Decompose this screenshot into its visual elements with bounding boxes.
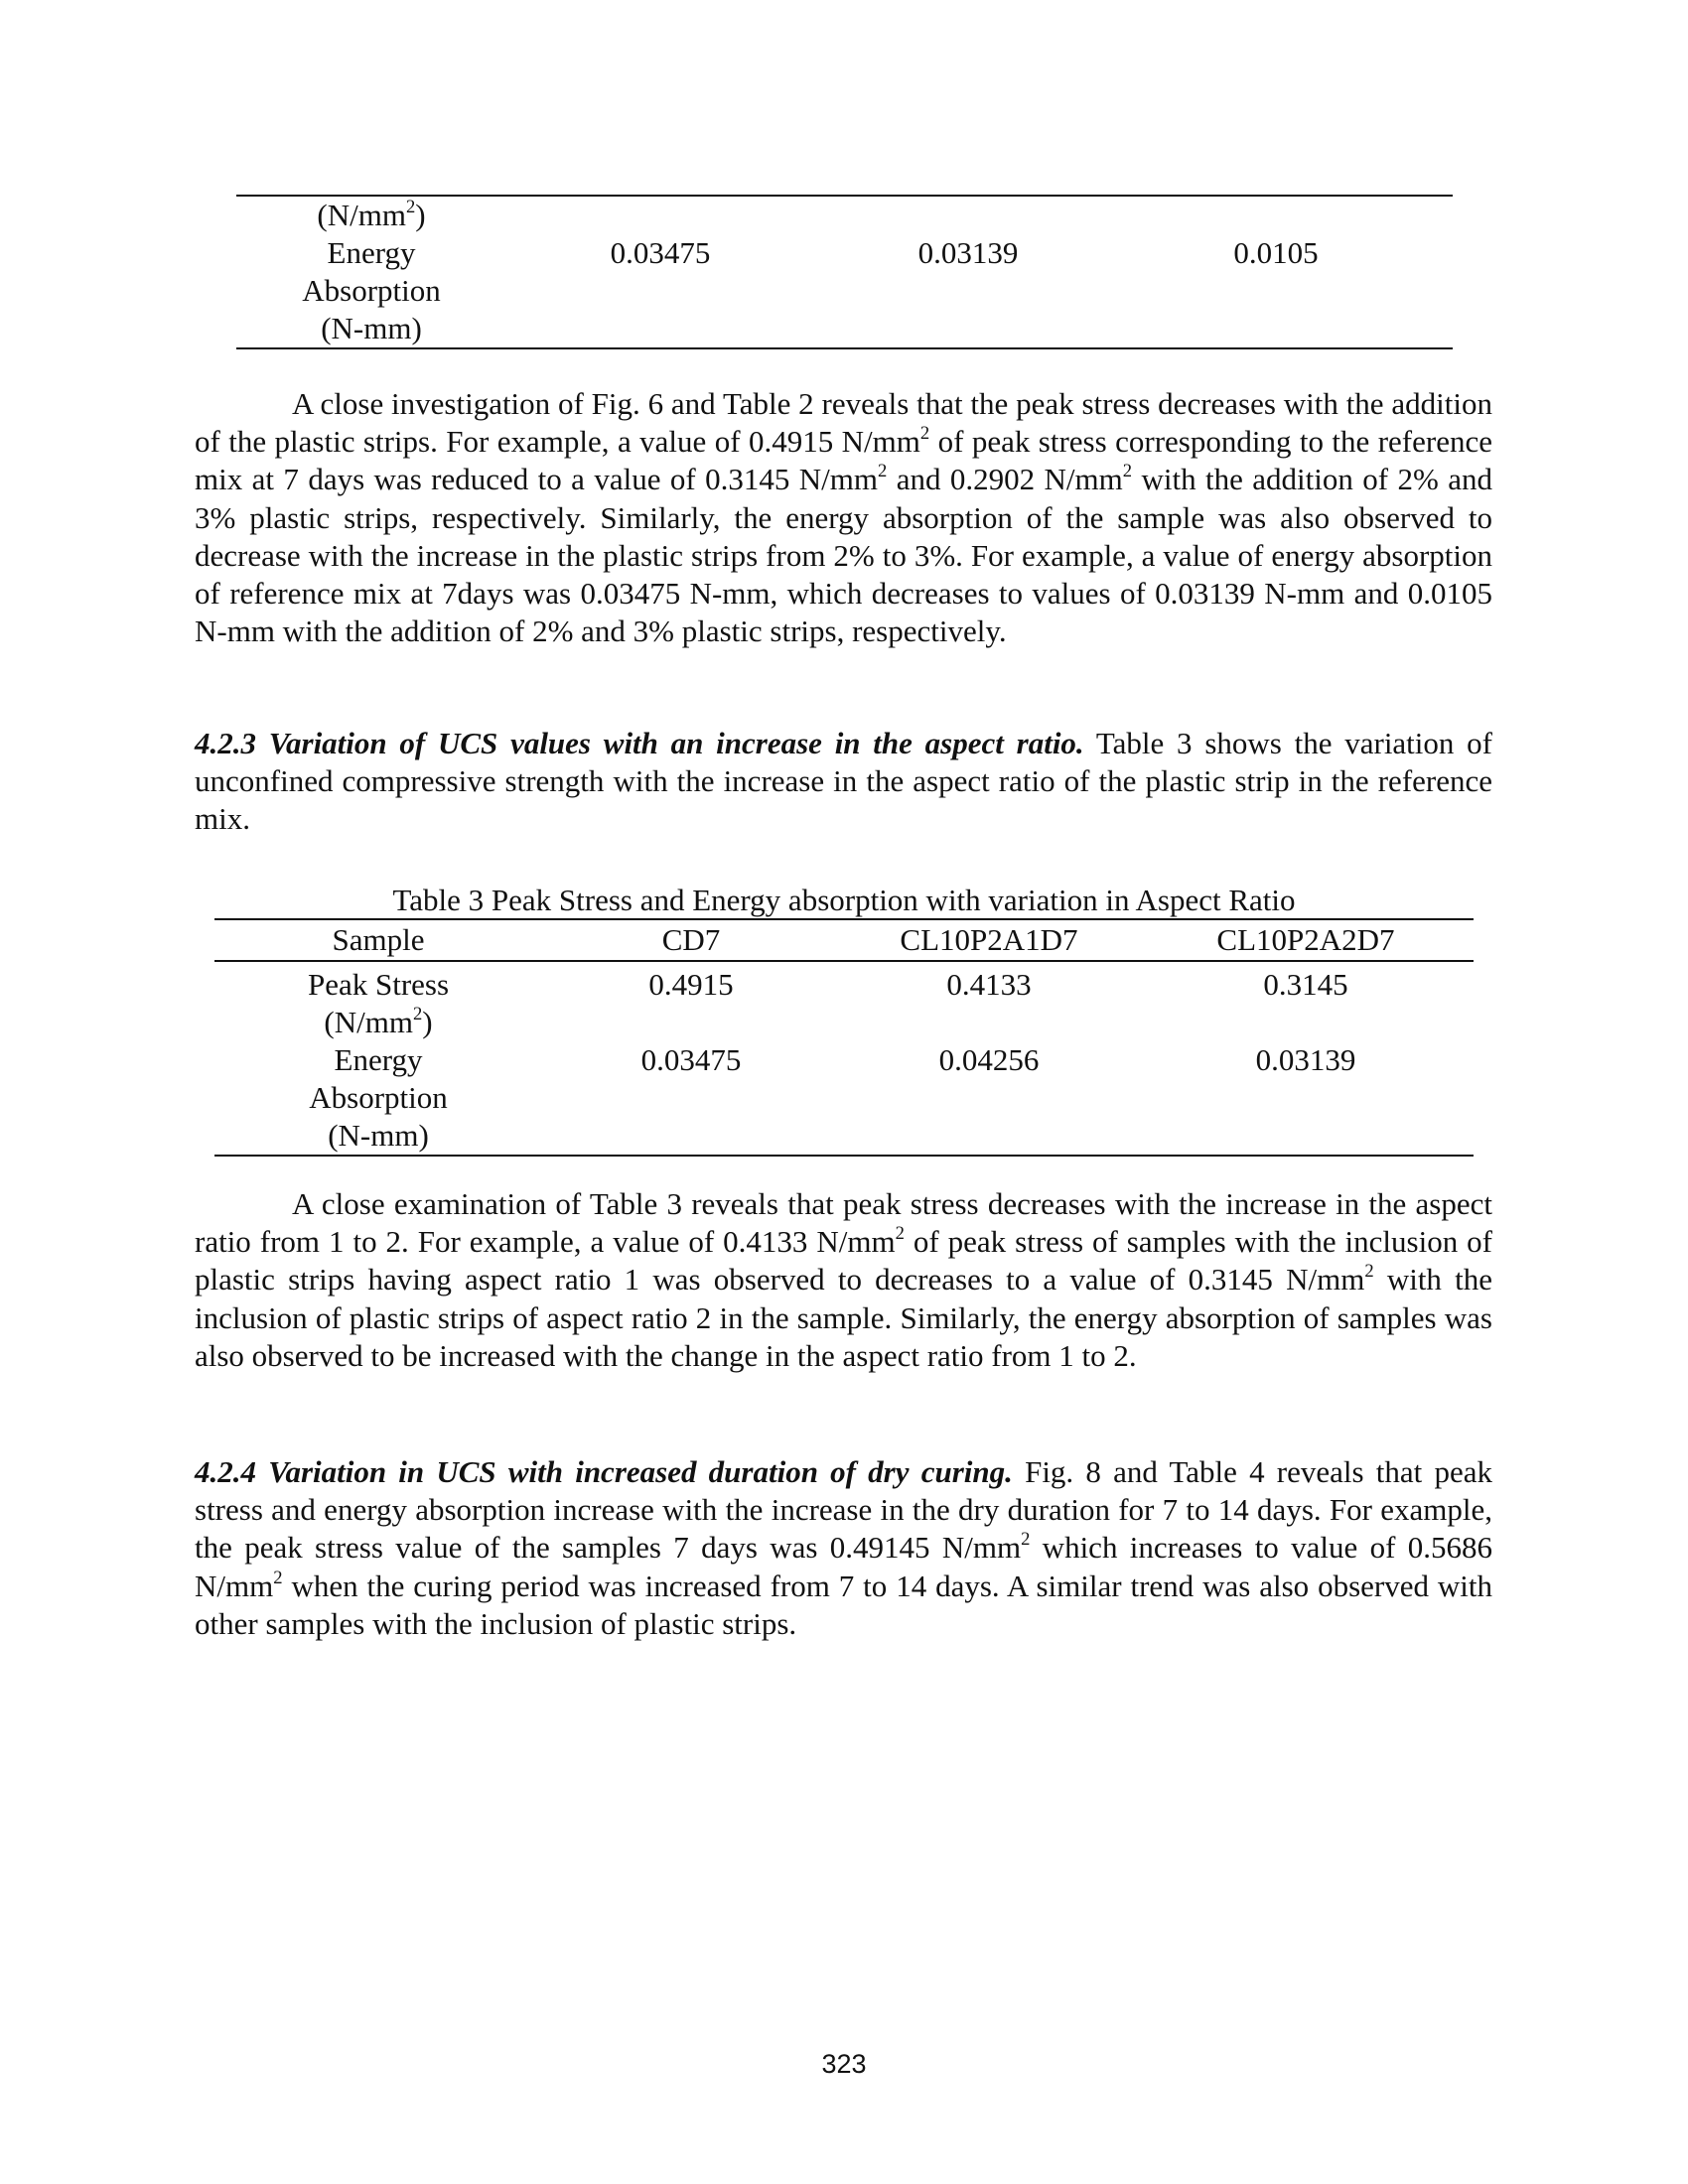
table-cell: 0.03139: [917, 235, 1019, 270]
table-cell: [814, 197, 1122, 234]
column-header: CL10P2A2D7: [1216, 922, 1395, 957]
section-heading: 4.2.4 Variation in UCS with increased duration of dry curing.: [195, 1454, 1013, 1489]
table-row: [236, 234, 1453, 347]
column-header: CD7: [661, 922, 721, 957]
table-cell: 0.03475: [610, 235, 711, 270]
table-cell: 0.03475: [640, 1042, 742, 1077]
table-cell: [506, 197, 814, 234]
section-4-2-3: 4.2.3 Variation of UCS values with an increase in the aspect ratio. Table 3 shows the variation of unconfined compressive strength with the increase in the aspect ratio of the plastic strip in the reference mix.: [195, 726, 1492, 837]
table-3-caption: Table 3 Peak Stress and Energy absorption with variation in Aspect Ratio: [392, 883, 1296, 917]
table-cell: 0.0105: [1233, 235, 1319, 270]
row-label: Peak Stress $(N/mm^2)$: [307, 967, 450, 1039]
table-cell: [1122, 197, 1430, 234]
table-cell: 0.4133: [946, 967, 1032, 1002]
section-heading: 4.2.3 Variation of UCS values with an increase in the aspect ratio.: [195, 726, 1084, 760]
column-header: CL10P2A1D7: [900, 922, 1078, 957]
table-3: [214, 918, 1474, 1157]
paragraph-aspect-ratio-discussion: A close examination of Table 3 reveals that peak stress decreases with the increase in the aspect ratio from 1 to 2. For example, a value of 0.4133 $N/mm^2$ of peak stress of samples with the inclusion of plastic strips having aspect ratio 1 was observed to decreases to a value of 0.3145 $N/mm^2$ with the inclusion of plastic strips of aspect ratio 2 in the sample. Similarly, the energy absorption of samples was also observed to be increased with the change in the aspect ratio from 1 to 2.: [195, 1186, 1492, 1373]
table-cell: 0.3145: [1263, 967, 1348, 1002]
paragraph-peak-stress-discussion: A close investigation of Fig. 6 and Table 2 reveals that the peak stress decreases with the addition of the plastic strips. For example, a value of 0.4915 $N/mm^2$ of peak stress corresponding to the reference mix at 7 days was reduced to a value of 0.3145 $N/mm^2$ and 0.2902 $N/mm^2$ with the addition of 2% and 3% plastic strips, respectively. Similarly, the energy absorption of the sample was also observed to decrease with the increase in the plastic strips from 2% to 3%. For example, a value of energy absorption of reference mix at 7days was 0.03475 N-mm, which decreases to values of 0.03139 N-mm and 0.0105 N-mm with the addition of 2% and 3% plastic strips, respectively.: [195, 386, 1492, 649]
table-row: [214, 966, 1474, 1041]
continued-table: [236, 195, 1453, 349]
row-label: Energy Absorption (N-mm): [309, 1042, 448, 1153]
row-label: Energy Absorption (N-mm): [302, 235, 441, 345]
section-4-2-4: 4.2.4 Variation in UCS with increased duration of dry curing. Fig. 8 and Table 4 reveals that peak stress and energy absorption increase with the increase in the dry duration for 7 to 14 days. For example, the peak stress value of the samples 7 days was 0.49145 $N/mm^2$ which increases to value of 0.5686 $N/mm^2$ when the curing period was increased from 7 to 14 days. A similar trend was also observed with other samples with the inclusion of plastic strips.: [195, 1454, 1492, 1641]
table-row: [214, 1041, 1474, 1155]
table-row: [236, 197, 1453, 234]
row-label: $(N/mm^2)$: [317, 196, 426, 232]
column-header: Sample: [332, 922, 425, 957]
page-number: 323: [821, 2049, 867, 2079]
table-cell: 0.4915: [648, 967, 734, 1002]
table-cell: 0.03139: [1255, 1042, 1356, 1077]
table-cell: 0.04256: [938, 1042, 1040, 1077]
table-header-row: [214, 918, 1474, 962]
